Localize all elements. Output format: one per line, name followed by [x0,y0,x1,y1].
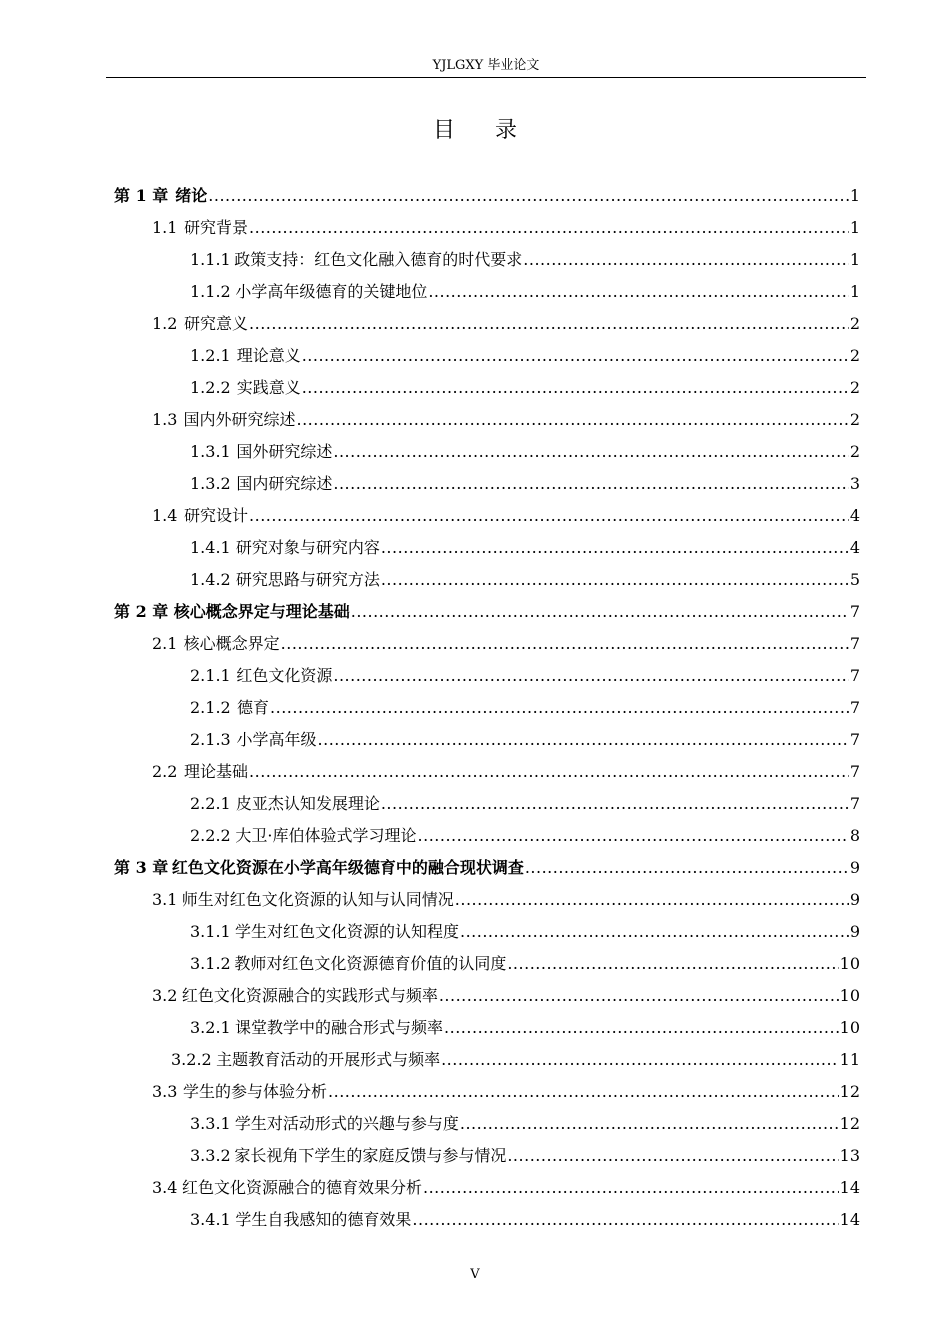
toc-entry-title: 红色文化资源融合的实践形式与频率 [181,986,438,1005]
toc-entry-number: 1.3.2 [190,474,231,493]
toc-dot-leader [302,372,849,404]
toc-entry-number: 1.1.1 [190,250,231,269]
toc-entry-page: 1 [849,282,860,301]
toc-dot-leader [441,1044,839,1076]
toc-dot-leader [333,468,848,500]
toc-entry[interactable] [152,500,860,532]
toc-entry-number: 3.3.2 [190,1146,231,1165]
toc-dot-leader [270,692,849,724]
toc-entry-page: 12 [839,1082,860,1101]
toc-dot-leader [281,628,849,660]
toc-entry-page: 14 [839,1178,860,1197]
toc-entry-page: 2 [849,346,860,365]
toc-dot-leader [318,724,849,756]
toc-entry[interactable] [190,820,860,852]
toc-dot-leader [418,820,849,852]
toc-entry[interactable] [190,660,860,692]
toc-entry-title: 德育 [237,698,270,717]
toc-entry-title: 大卫·库伯体验式学习理论 [235,826,417,845]
toc-entry-number: 1.2.2 [190,378,231,397]
toc-entry-page: 7 [849,794,860,813]
toc-entry-number: 1.1.2 [190,282,231,301]
toc-entry-page: 4 [849,506,860,525]
toc-entry-number: 3.1 [152,890,178,909]
toc-entry-page: 11 [839,1050,860,1069]
toc-dot-leader [460,916,849,948]
toc-entry-title: 家长视角下学生的家庭反馈与参与情况 [234,1146,507,1165]
toc-entry-number: 3.1.1 [190,922,231,941]
toc-entry-title: 国外研究综述 [236,442,333,461]
toc-entry-page: 2 [849,378,860,397]
toc-entry-page: 3 [849,474,860,493]
toc-entry-number: 1.3 [152,410,178,429]
page-header: YJLGXY 毕业论文 [432,58,540,73]
toc-entry-number: 3.2.1 [190,1018,231,1037]
toc-entry-number: 2.2.2 [190,826,231,845]
toc-entry-page: 9 [849,922,860,941]
toc-entry-title: 小学高年级德育的关键地位 [235,282,428,301]
toc-entry[interactable] [190,1204,860,1236]
toc-entry[interactable] [152,884,860,916]
toc-entry[interactable] [152,308,860,340]
toc-entry[interactable] [114,180,860,212]
toc-entry-page: 2 [849,410,860,429]
toc-entry-title: 研究对象与研究内容 [235,538,380,557]
toc-entry-page: 9 [849,858,860,877]
toc-entry[interactable] [190,276,860,308]
toc-entry[interactable] [152,1172,860,1204]
toc-entry-number: 第 1 章 [114,186,169,205]
toc-entry-number: 2.2 [152,762,178,781]
toc-entry[interactable] [171,1044,860,1076]
toc-entry-number: 1.2 [152,314,178,333]
toc-entry-page: 10 [839,986,860,1005]
toc-dot-leader [460,1108,839,1140]
toc-dot-leader [297,404,849,436]
toc-entry[interactable] [152,980,860,1012]
toc-entry-page: 2 [849,442,860,461]
toc-entry-number: 1.4.2 [190,570,231,589]
toc-entry-page: 8 [849,826,860,845]
toc-entry-page: 2 [849,314,860,333]
toc-entry[interactable] [114,596,860,628]
toc-dot-leader [412,1204,838,1236]
toc-entry-title: 主题教育活动的开展形式与频率 [216,1050,441,1069]
toc-entry-number: 3.4.1 [190,1210,231,1229]
toc-dot-leader [249,756,849,788]
toc-dot-leader [525,852,849,884]
toc-entry-page: 13 [839,1146,860,1165]
toc-entry[interactable] [190,436,860,468]
toc-entry-title: 红色文化资源在小学高年级德育中的融合现状调查 [171,858,524,877]
toc-entry-page: 1 [849,186,860,205]
toc-dot-leader [507,1140,838,1172]
toc-entry[interactable] [190,468,860,500]
toc-entry-page: 7 [849,634,860,653]
toc-dot-leader [381,532,849,564]
toc-entry-title: 课堂教学中的融合形式与频率 [235,1018,444,1037]
toc-entry-number: 1.4 [152,506,178,525]
toc-entry-title: 核心概念界定 [183,634,280,653]
toc-dot-leader [249,212,849,244]
toc-entry[interactable] [190,724,860,756]
toc-dot-leader [444,1012,839,1044]
toc-entry[interactable] [114,852,860,884]
toc-entry[interactable] [190,372,860,404]
toc-dot-leader [249,308,849,340]
toc-entry-title: 皮亚杰认知发展理论 [235,794,380,813]
toc-entry[interactable] [190,788,860,820]
toc-entry[interactable] [190,532,860,564]
toc-entry-title: 政策支持：红色文化融入德育的时代要求 [234,250,523,269]
toc-entry-page: 10 [839,954,860,973]
toc-entry-number: 2.2.1 [190,794,231,813]
toc-dot-leader [208,180,849,212]
toc-entry-page: 1 [849,218,860,237]
toc-entry[interactable] [152,1076,860,1108]
toc-entry-title: 红色文化资源 [236,666,333,685]
toc-entry-page: 7 [849,698,860,717]
toc-dot-leader [381,564,849,596]
toc-entry-title: 师生对红色文化资源的认知与认同情况 [181,890,454,909]
toc-entry-page: 9 [849,890,860,909]
toc-entry[interactable] [190,692,860,724]
toc-entry-title: 实践意义 [236,378,301,397]
toc-entry-number: 3.2 [152,986,178,1005]
toc-entry[interactable] [190,916,860,948]
toc-entry-page: 5 [849,570,860,589]
toc-entry-title: 学生自我感知的德育效果 [235,1210,412,1229]
toc-entry-number: 2.1 [152,634,178,653]
toc-entry-number: 3.1.2 [190,954,231,973]
toc-entry-title: 学生对活动形式的兴趣与参与度 [234,1114,459,1133]
toc-entry[interactable] [152,756,860,788]
toc-dot-leader [507,948,838,980]
toc-dot-leader [428,276,848,308]
toc-entry-title: 学生对红色文化资源的认知程度 [234,922,459,941]
toc-dot-leader [333,436,848,468]
toc-dot-leader [302,340,849,372]
toc-dot-leader [381,788,849,820]
toc-entry-number: 2.1.2 [190,698,231,717]
toc-entry-title: 绪论 [175,186,208,205]
toc-entry[interactable] [190,564,860,596]
toc-entry[interactable] [190,948,860,980]
toc-entry-title: 国内外研究综述 [183,410,296,429]
toc-entry-number: 2.1.3 [190,730,231,749]
toc-entry-title: 理论基础 [184,762,249,781]
toc-entry-number: 1.4.1 [190,538,231,557]
toc-entry-number: 3.3.1 [190,1114,231,1133]
toc-entry-number: 3.3 [152,1082,178,1101]
toc-dot-leader [328,1076,839,1108]
toc-entry-number: 1.3.1 [190,442,231,461]
header-rule [106,77,866,78]
toc-entry-number: 1.2.1 [190,346,231,365]
toc-entry-title: 理论意义 [236,346,301,365]
toc-entry-page: 7 [849,730,860,749]
toc-entry-title: 国内研究综述 [236,474,333,493]
toc-entry-page: 12 [839,1114,860,1133]
toc-dot-leader [455,884,849,916]
toc-entry-page: 10 [839,1018,860,1037]
toc-entry[interactable] [152,404,860,436]
toc-entry[interactable] [190,1140,860,1172]
toc-dot-leader [423,1172,839,1204]
toc-entry-number: 3.2.2 [171,1050,212,1069]
toc-entry-page: 7 [849,762,860,781]
toc-entry-page: 14 [839,1210,860,1229]
toc-entry-page: 7 [849,602,860,621]
page-number: V [470,1267,480,1282]
toc-dot-leader [351,596,849,628]
toc-entry-number: 2.1.1 [190,666,231,685]
toc-entry-title: 教师对红色文化资源德育价值的认同度 [234,954,507,973]
toc-title: 目录 [432,118,557,143]
toc-entry-number: 3.4 [152,1178,178,1197]
toc-entry-page: 1 [849,250,860,269]
toc-entry[interactable] [190,1012,860,1044]
toc-dot-leader [523,244,849,276]
toc-entry-title: 研究思路与研究方法 [235,570,380,589]
toc-entry-number: 1.1 [152,218,178,237]
toc-entry-title: 研究背景 [184,218,249,237]
toc-entry[interactable] [190,340,860,372]
toc-entry-title: 小学高年级 [236,730,317,749]
toc-entry[interactable] [190,244,860,276]
toc-entry[interactable] [152,628,860,660]
toc-entry-number: 第 2 章 [114,602,169,621]
toc-entry-page: 4 [849,538,860,557]
toc-entry-number: 第 3 章 [114,858,169,877]
toc-entry-title: 核心概念界定与理论基础 [173,602,350,621]
toc-entry-title: 红色文化资源融合的德育效果分析 [181,1178,422,1197]
toc-entry-page: 7 [849,666,860,685]
toc-dot-leader [333,660,848,692]
toc-entry-title: 研究意义 [184,314,249,333]
toc-entry[interactable] [190,1108,860,1140]
toc-entry-title: 研究设计 [184,506,249,525]
toc-entry[interactable] [152,212,860,244]
toc-dot-leader [439,980,839,1012]
toc-entry-title: 学生的参与体验分析 [183,1082,328,1101]
toc-dot-leader [249,500,849,532]
